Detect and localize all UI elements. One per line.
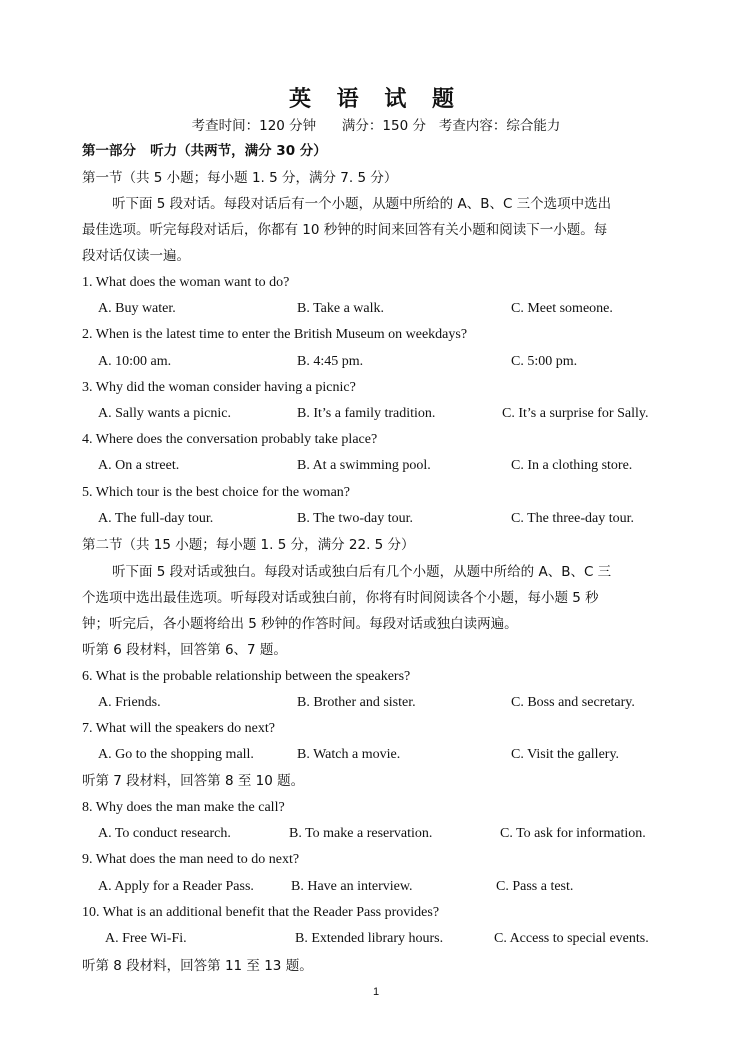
q3-option-c: C. It’s a surprise for Sally. [502,406,649,421]
q2-option-c: C. 5:00 pm. [511,354,578,369]
q4-option-c: C. In a clothing store. [511,458,633,473]
q4-option-b: B. At a swimming pool. [297,458,431,473]
section2-instruction-line1: 听下面 5 段对话或独白。每段对话或独白后有几个小题，从题中所给的 A、B、C 三 [112,564,612,580]
question-8: 8. Why does the man make the call? [82,800,285,815]
q1-option-a: A. Buy water. [98,301,176,316]
q8-option-c: C. To ask for information. [500,826,646,841]
q8-option-a: A. To conduct research. [98,826,231,841]
q8-option-b: B. To make a reservation. [289,826,433,841]
q3-option-a: A. Sally wants a picnic. [98,406,231,421]
page-number: 1 [372,986,380,998]
question-10: 10. What is an additional benefit that the Reader Pass provides? [82,905,440,920]
question-3: 3. Why did the woman consider having a picnic? [82,380,356,395]
q5-option-b: B. The two-day tour. [297,511,414,526]
q7-option-b: B. Watch a movie. [297,747,401,762]
q9-option-a: A. Apply for a Reader Pass. [98,879,254,894]
q5-option-c: C. The three-day tour. [511,511,634,526]
question-2: 2. When is the latest time to enter the British Museum on weekdays? [82,327,468,342]
material-7-instruction: 听第 7 段材料，回答第 8 至 10 题。 [82,773,305,789]
material-8-instruction: 听第 8 段材料，回答第 11 至 13 题。 [82,958,313,974]
question-9: 9. What does the man need to do next? [82,852,300,867]
q4-option-a: A. On a street. [98,458,180,473]
section1-instruction-line2: 最佳选项。听完每段对话后，你都有 10 秒钟的时间来回答有关小题和阅读下一小题。每 [82,222,608,238]
section1-instruction-line3: 段对话仅读一遍。 [82,248,190,264]
question-6: 6. What is the probable relationship between the speakers? [82,669,411,684]
question-1: 1. What does the woman want to do? [82,275,290,290]
q7-option-c: C. Visit the gallery. [511,747,620,762]
question-5: 5. Which tour is the best choice for the woman? [82,485,350,500]
q7-option-a: A. Go to the shopping mall. [98,747,254,762]
q1-option-b: B. Take a walk. [297,301,385,316]
q9-option-b: B. Have an interview. [291,879,413,894]
q6-option-a: A. Friends. [98,695,161,710]
section1-heading: 第一节（共 5 小题；每小题 1. 5 分，满分 7. 5 分） [82,170,398,186]
question-4: 4. Where does the conversation probably take place? [82,432,378,447]
section1-instruction-line1: 听下面 5 段对话。每段对话后有一个小题，从题中所给的 A、B、C 三个选项中选出 [112,196,612,212]
section2-instruction-line2: 个选项中选出最佳选项。听每段对话或独白前，你将有时间阅读各个小题，每小题 5 秒 [82,590,599,606]
q1-option-c: C. Meet someone. [511,301,613,316]
q6-option-b: B. Brother and sister. [297,695,416,710]
q5-option-a: A. The full-day tour. [98,511,214,526]
q6-option-c: C. Boss and secretary. [511,695,635,710]
q10-option-c: C. Access to special events. [494,931,649,946]
exam-info: 考查时间：120 分钟 满分：150 分 考查内容：综合能力 [191,118,561,134]
q10-option-a: A. Free Wi-Fi. [105,931,187,946]
q9-option-c: C. Pass a test. [496,879,574,894]
section2-heading: 第二节（共 15 小题；每小题 1. 5 分，满分 22. 5 分） [82,537,415,553]
q3-option-b: B. It’s a family tradition. [297,406,436,421]
part1-heading: 第一部分 听力（共两节，满分 30 分） [82,143,327,159]
q10-option-b: B. Extended library hours. [295,931,444,946]
section2-instruction-line3: 钟；听完后，各小题将给出 5 秒钟的作答时间。每段对话或独白读两遍。 [82,616,518,632]
q2-option-a: A. 10:00 am. [98,354,172,369]
exam-title: 英 语 试 题 [289,86,463,112]
material-6-instruction: 听第 6 段材料，回答第 6、7 题。 [82,642,287,658]
q2-option-b: B. 4:45 pm. [297,354,364,369]
question-7: 7. What will the speakers do next? [82,721,275,736]
